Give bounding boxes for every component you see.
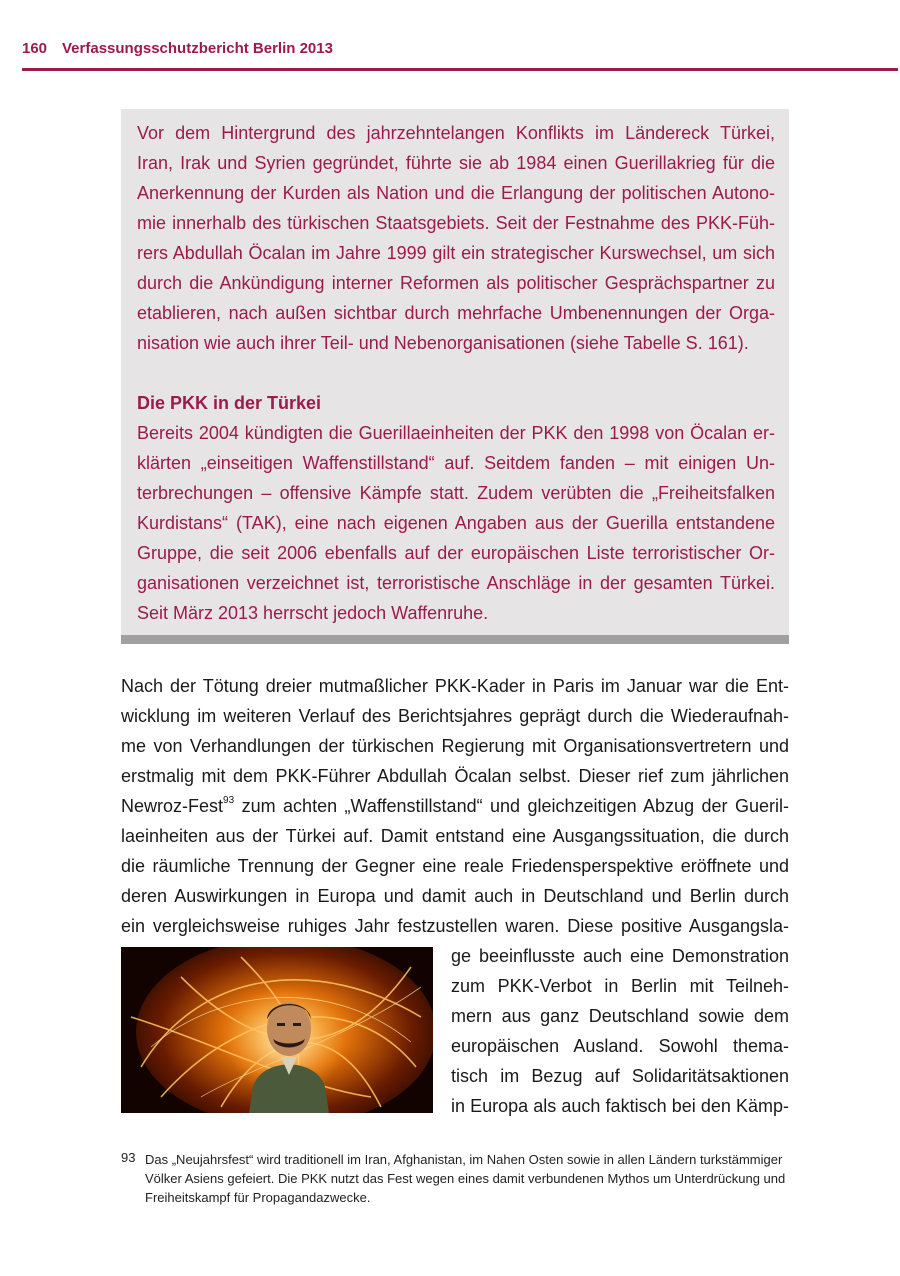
info-box [121, 109, 789, 644]
body-line: die räumliche Trennung der Gegner eine reale Friedensperspektive eröffnete und [121, 856, 789, 876]
body-line: ge beeinflusste auch eine Demonstration [451, 946, 789, 966]
box-line: ganisationen verzeichnet ist, terroristische Anschläge in der gesamten Türkei. [137, 573, 775, 593]
box-subheading: Die PKK in der Türkei [137, 393, 322, 413]
box-line: Seit März 2013 herrscht jedoch Waffenruhe. [137, 603, 489, 623]
body-line: mern aus ganz Deutschland sowie dem [451, 1006, 789, 1026]
body-line: in Europa als auch faktisch bei den Kämp- [451, 1096, 789, 1116]
box-line: klärten „einseitigen Waffenstillstand“ auf. Seitdem fanden – mit einigen Un- [137, 453, 775, 473]
box-line: Iran, Irak und Syrien gegründet, führte sie ab 1984 einen Guerillakrieg für die [137, 153, 775, 173]
body-line: ein vergleichsweise ruhiges Jahr festzustellen waren. Diese positive Ausgangsla- [121, 916, 789, 936]
body-line: me von Verhandlungen der türkischen Regierung mit Organisationsvertretern und [121, 736, 789, 756]
ocalan-portrait-image [121, 947, 433, 1113]
page-number: 160 [22, 40, 48, 57]
box-line: Gruppe, die seit 2006 ebenfalls auf der europäischen Liste terroristischer Or- [137, 543, 775, 563]
wrapped-text-column [451, 941, 789, 1121]
box-line: etablieren, nach außen sichtbar durch mehrfache Umbenennungen der Orga- [137, 303, 775, 323]
body-line: laeinheiten aus der Türkei auf. Damit entstand eine Ausgangssituation, die durch [121, 826, 789, 846]
footnote-text: Das „Neujahrsfest“ wird traditionell im Iran, Afghanistan, im Nahen Osten sowie in allen Ländern turkstämmiger Völker Asiens gefeiert. Die PKK nutzt das Fest wegen eines damit verbundenen Mythos um Unterdrückung und Freiheitskampf für Propagandazwecke. [145, 1152, 786, 1205]
body-line-prefix: Newroz-Fest [121, 796, 224, 816]
box-line: Vor dem Hintergrund des jahrzehntelangen Konflikts im Ländereck Türkei, [137, 123, 775, 143]
body-line: tisch im Bezug auf Solidaritätsaktionen [451, 1066, 789, 1086]
body-line: deren Auswirkungen in Europa und damit auch in Deutschland und Berlin durch [121, 886, 789, 906]
running-header [22, 40, 898, 71]
box-line: nisation wie auch ihrer Teil- und Nebenorganisationen (siehe Tabelle S. 161). [137, 333, 749, 353]
running-title: Verfassungsschutzbericht Berlin 2013 [62, 40, 333, 57]
box-line: rers Abdullah Öcalan im Jahre 1999 gilt ein strategischer Kurswechsel, um sich [137, 243, 775, 263]
body-line: zum PKK-Verbot in Berlin mit Teilneh- [451, 976, 789, 996]
box-line: Kurdistans“ (TAK), eine nach eigenen Angaben aus der Guerilla entstandene [137, 513, 775, 533]
body-line: wicklung im weiteren Verlauf des Berichtsjahres geprägt durch die Wiederaufnah- [121, 706, 789, 726]
footnote-reference[interactable]: 93 [223, 795, 235, 806]
body-line: europäischen Ausland. Sowohl thema- [451, 1036, 789, 1056]
body-line: Nach der Tötung dreier mutmaßlicher PKK-Kader in Paris im Januar war die Ent- [121, 676, 789, 696]
box-line: durch die Ankündigung interner Reformen als politischer Gesprächspartner zu [137, 273, 775, 293]
box-line: terbrechungen – offensive Kämpfe statt. Zudem verübten die „Freiheitsfalken [137, 483, 775, 503]
body-text [121, 671, 789, 941]
box-line: Bereits 2004 kündigten die Guerillaeinheiten der PKK den 1998 von Öcalan er- [137, 423, 775, 443]
box-line: Anerkennung der Kurden als Nation und die Erlangung der politischen Autono- [137, 183, 775, 203]
box-line: mie innerhalb des türkischen Staatsgebiets. Seit der Festnahme des PKK-Füh- [137, 213, 775, 233]
body-line-with-footnote [121, 791, 789, 821]
body-line-suffix: zum achten „Waffenstillstand“ und gleichzeitigen Abzug der Gueril- [234, 796, 789, 816]
body-line: erstmalig mit dem PKK-Führer Abdullah Öcalan selbst. Dieser rief zum jährlichen [121, 766, 789, 786]
footnote-number: 93 [121, 1150, 136, 1165]
